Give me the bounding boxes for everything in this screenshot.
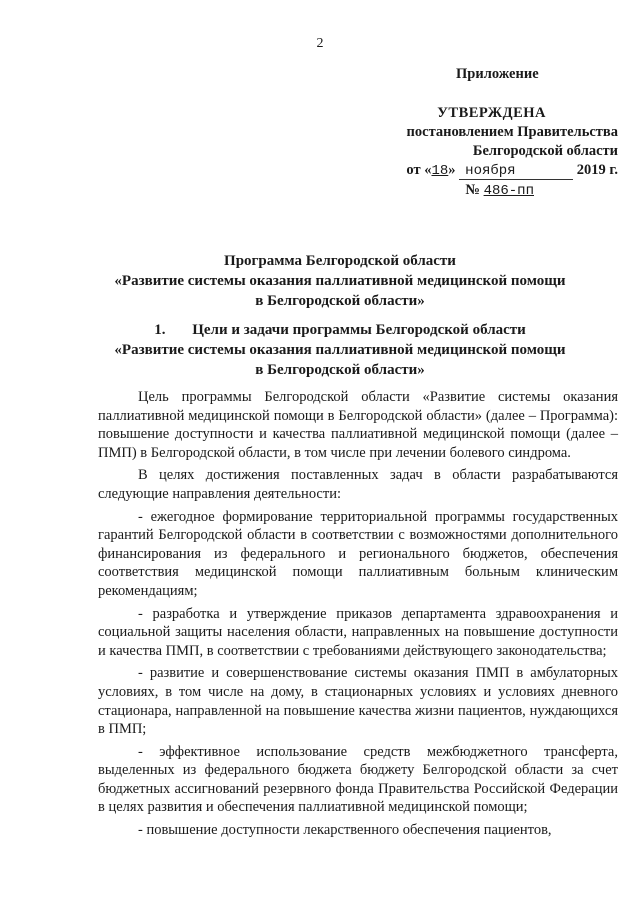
program-title-line-1: Программа Белгородской области	[224, 253, 456, 269]
program-title-line-3: в Белгородской области»	[255, 293, 425, 309]
section-heading-text: Цели и задачи программы Белгородской области	[192, 322, 526, 338]
section-heading-line-2: «Развитие системы оказания паллиативной медицинской помощи	[114, 342, 566, 358]
date-day: 18	[431, 163, 449, 179]
date-prefix: от «	[406, 162, 432, 178]
page-number: 2	[316, 36, 324, 51]
section-heading-line-1	[90, 320, 590, 340]
paragraph: В целях достижения поставленных задач в области разрабатываются следующие направления деятельности:	[98, 467, 618, 502]
approval-date	[372, 161, 622, 181]
list-item: - развитие и совершенствование системы оказания ПМП в амбулаторных условиях, в том числе на дому, в стационарных условиях и условиях дневного стационара, направленной на повышение качества жизни пациентов, нуждающихся в ПМП;	[98, 665, 618, 738]
date-close: »	[448, 162, 456, 178]
section-heading	[90, 320, 590, 380]
body-text	[98, 388, 618, 840]
approval-line-1: постановлением Правительства	[406, 124, 618, 140]
list-item: - разработка и утверждение приказов департамента здравоохранения и социальной защиты населения области, направленных на повышение доступности и качества ПМП, в соответствии с требованиями действующего законодательства;	[98, 605, 618, 659]
list-item: - повышение доступности лекарственного обеспечения пациентов,	[138, 822, 552, 839]
approval-title: УТВЕРЖДЕНА	[437, 105, 546, 121]
section-heading-line-3: в Белгородской области»	[255, 362, 425, 378]
program-title-line-2: «Развитие системы оказания паллиативной медицинской помощи	[114, 273, 566, 289]
paragraph: Цель программы Белгородской области «Развитие системы оказания паллиативной медицинской помощи в Белгородской области» (далее – Программа): повышение доступности и качества паллиативной медицинской помощи (далее – ПМП) в Белгородской области, в том числе при лечении болевого синдрома.	[98, 389, 618, 461]
list-item: - ежегодное формирование территориальной программы государственных гарантий Белгородской области в соответствии с возможностями дополнительного финансирования из федерального и регионального бюджетов, обеспечения соответствия медицинской помощи паллиативным больным клиническим рекомендациям;	[98, 508, 618, 599]
list-item: - эффективное использование средств межбюджетного трансферта, выделенных из федерального бюджета бюджету Белгородской области за счет бюджетных ассигнований резервного фонда Правительства Российской Федерации в целях развития и обеспечения паллиативной медицинской помощи;	[98, 743, 618, 816]
number-value: 486-пп	[483, 183, 534, 199]
decree-number	[372, 181, 622, 201]
approval-line-2: Белгородской области	[472, 143, 618, 159]
number-prefix: №	[465, 182, 480, 198]
date-year: 2019 г.	[576, 162, 618, 178]
appendix-label: Приложение	[456, 66, 539, 82]
program-title	[90, 251, 590, 311]
section-number: 1.	[154, 322, 166, 338]
date-month: ноября	[459, 164, 573, 180]
approval-block	[372, 104, 622, 201]
